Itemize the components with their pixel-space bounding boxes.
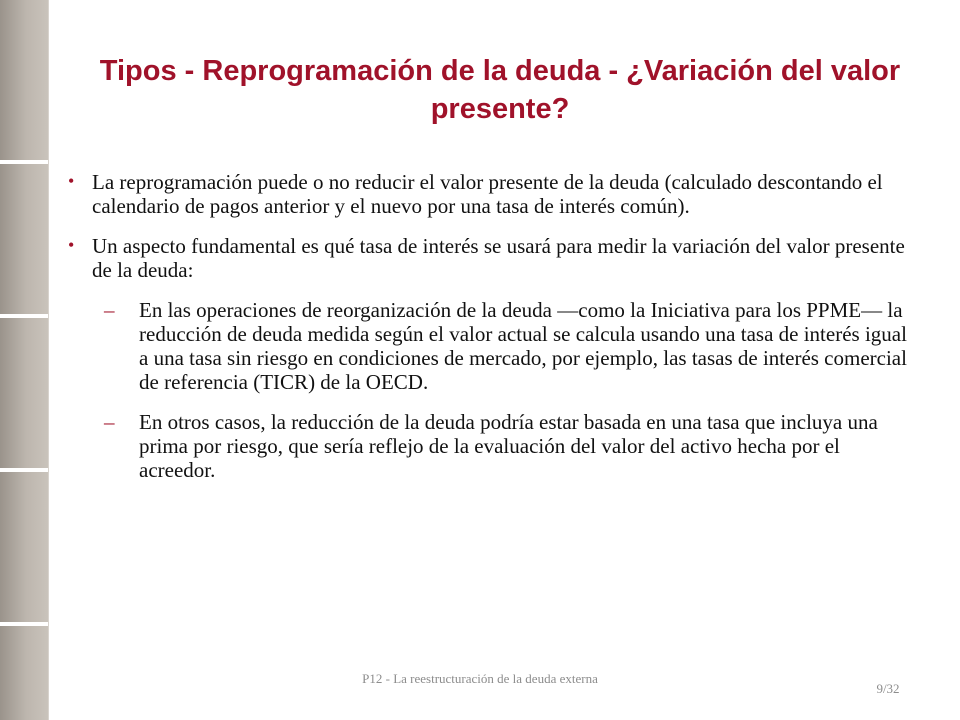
side-segment xyxy=(0,164,48,314)
bullet-item xyxy=(68,170,918,218)
slide-title: Tipos - Reprogramación de la deuda - ¿Variación del valor presente? xyxy=(99,55,901,125)
bullet-text: La reprogramación puede o no reducir el valor presente de la deuda (calculado descontando el calendario de pagos anterior y el nuevo por una tasa de interés común). xyxy=(92,170,883,218)
sub-bullet-marker: – xyxy=(104,298,115,322)
side-segment xyxy=(0,626,48,720)
sub-bullet-item xyxy=(68,298,918,394)
side-segment xyxy=(0,0,48,160)
sub-bullet-text: En las operaciones de reorganización de la deuda —como la Iniciativa para los PPME— la reducción de deuda medida según el valor actual se calcula usando una tasa de interés igual a una tasa sin riesgo en condiciones de mercado, por ejemplo, las tasas de interés comercial de referencia (TICR) de la OECD. xyxy=(139,298,907,394)
sub-bullet-marker: – xyxy=(104,410,115,434)
side-segment xyxy=(0,472,48,622)
page-number: 9/32 xyxy=(876,681,900,696)
slide-footer: P12 - La reestructuración de la deuda externa xyxy=(362,671,598,686)
sub-bullet-text: En otros casos, la reducción de la deuda podría estar basada en una tasa que incluya una prima por riesgo, que sería reflejo de la evaluación del valor del activo hecha por el acreedor. xyxy=(139,410,878,482)
bullet-marker: • xyxy=(68,235,75,255)
side-segment xyxy=(0,318,48,468)
bullet-item xyxy=(68,234,918,282)
slide-content xyxy=(68,170,918,498)
sub-bullet-item xyxy=(68,410,918,482)
side-decoration-bar xyxy=(0,0,48,720)
bullet-text: Un aspecto fundamental es qué tasa de interés se usará para medir la variación del valor presente de la deuda: xyxy=(92,234,905,282)
bullet-marker: • xyxy=(68,171,75,191)
side-divider xyxy=(48,0,49,720)
